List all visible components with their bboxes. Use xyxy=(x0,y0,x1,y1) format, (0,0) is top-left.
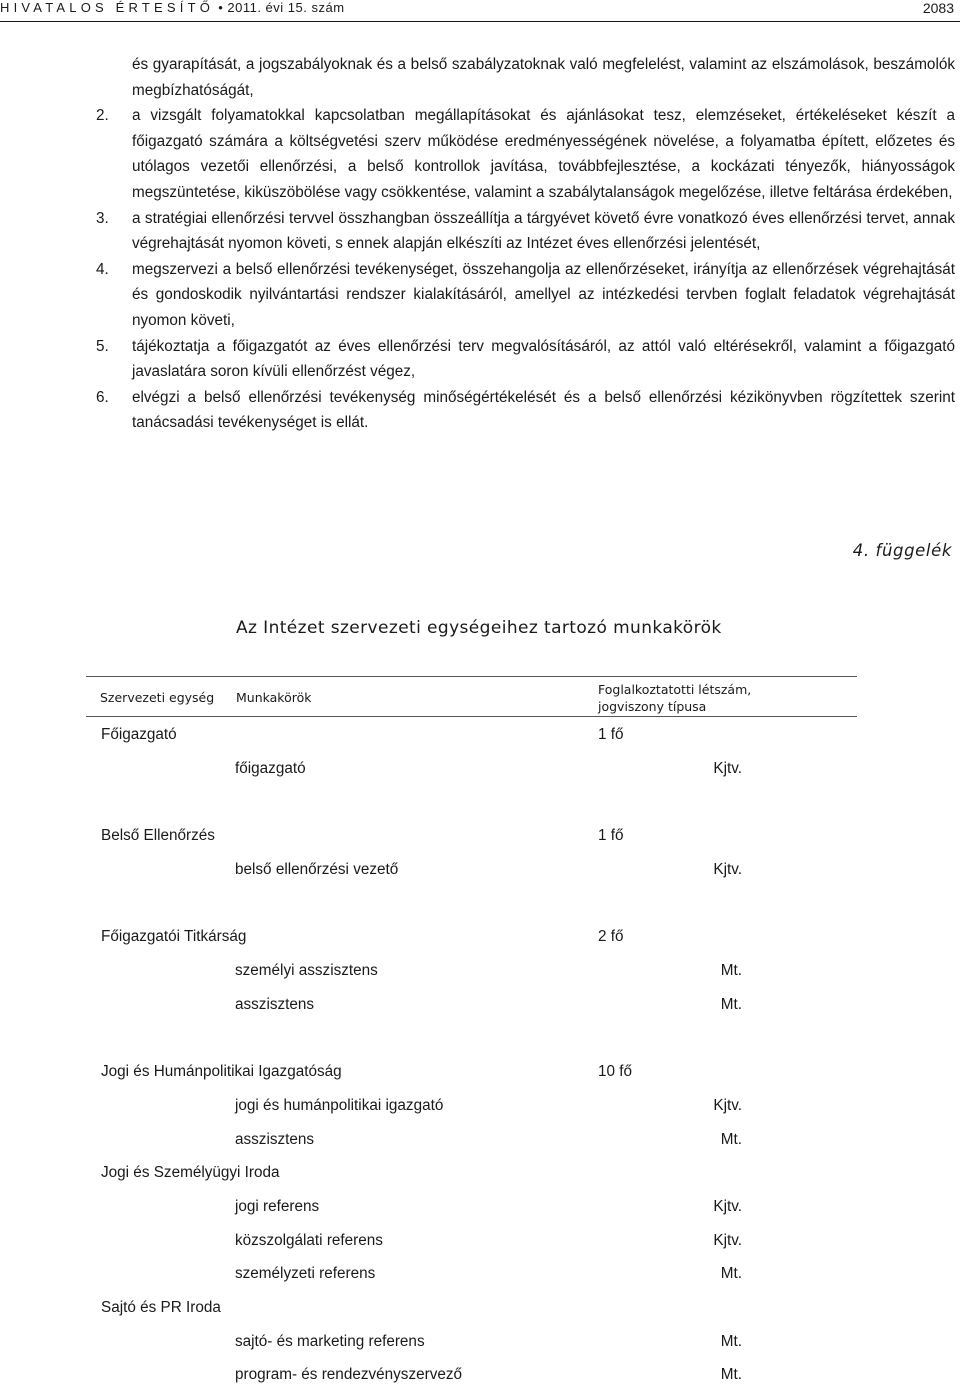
org-unit-name: Főigazgató xyxy=(101,726,177,743)
running-title xyxy=(0,0,345,15)
list-item-text: a vizsgált folyamatokkal kapcsolatban megállapításokat és ajánlásokat tesz, elemzéseket, értékeléseket készít a főigazgató számára a költségvetési szerv működése eredményességének növelése, a folyamatba épített, előzetes és utólagos vezetői ellenőrzési, a belső kontrollok javítása, továbbfejlesztése, a kockázati tényezők, hiányosságok megszüntetése, kiküszöbölése vagy csökkentése, valamint a szabálytalanságok megelőzése, illetve feltárása érdekében, xyxy=(132,107,955,201)
numbered-list xyxy=(0,103,960,436)
list-item-text: elvégzi a belső ellenőrzési tevékenység minőségértékelését és a belső ellenőrzési kézikönyvben rögzítettek szerint tanácsadási tevékenységet is ellát. xyxy=(132,388,955,432)
header-rule xyxy=(0,21,960,22)
list-item xyxy=(0,385,960,436)
staff-count: 2 fő xyxy=(598,928,624,945)
org-unit-name: Jogi és Személyügyi Iroda xyxy=(101,1164,280,1181)
staff-count: 1 fő xyxy=(598,726,624,743)
header-bottom-rule xyxy=(86,716,857,717)
employment-type: Mt. xyxy=(720,1366,742,1383)
issue-label: 2011. évi 15. szám xyxy=(227,0,345,15)
column-header-unit: Szervezeti egység xyxy=(100,690,215,705)
list-item xyxy=(0,334,960,385)
column-header-staff xyxy=(598,681,798,715)
column-header-staff-line1: Foglalkoztatotti létszám, xyxy=(598,682,752,697)
bullet-separator: • xyxy=(218,0,224,15)
employment-type: Mt. xyxy=(720,996,742,1013)
org-unit-name: Jogi és Humánpolitikai Igazgatóság xyxy=(101,1063,342,1080)
employment-type: Mt. xyxy=(720,1333,742,1350)
staff-count: 10 fő xyxy=(598,1063,633,1080)
header-top-rule xyxy=(86,676,857,677)
column-header-role: Munkakörök xyxy=(236,690,312,705)
job-title: asszisztens xyxy=(235,996,315,1013)
running-header xyxy=(0,0,960,22)
employment-type: Kjtv. xyxy=(713,760,742,777)
list-item-text: tájékoztatja a főigazgatót az éves ellenőrzési terv megvalósításáról, az attól való eltérésekről, valamint a főigazgató javaslatára soron kívüli ellenőrzést végez, xyxy=(132,337,955,381)
org-unit-name: Főigazgatói Titkárság xyxy=(101,928,247,945)
continued-paragraph: és gyarapítását, a jogszabályoknak és a belső szabályzatoknak való megfelelést, valamint az elszámolások, beszámolók megbízhatóságát, xyxy=(132,56,955,99)
job-title: személyzeti referens xyxy=(235,1265,376,1282)
appendix-label: 4. függelék xyxy=(852,541,952,560)
job-title: személyi asszisztens xyxy=(235,962,378,979)
staff-count: 1 fő xyxy=(598,827,624,844)
job-title: főigazgató xyxy=(235,760,306,777)
list-item-number: 2. xyxy=(96,107,109,125)
org-unit-name: Sajtó és PR Iroda xyxy=(101,1299,221,1316)
employment-type: Mt. xyxy=(720,1265,742,1282)
org-unit-name: Belső Ellenőrzés xyxy=(101,827,215,844)
employment-type: Kjtv. xyxy=(713,1097,742,1114)
column-header-staff-line2: jogviszony típusa xyxy=(598,699,707,714)
list-item-text: a stratégiai ellenőrzési tervvel összhangban összeállítja a tárgyévet követő évre vonatkozó éves ellenőrzési tervet, annak végrehajtását nyomon követi, s ennek alapján elkészíti az Intézet éves ellenőrzési jelentését, xyxy=(132,209,955,253)
list-item xyxy=(0,206,960,257)
job-title: asszisztens xyxy=(235,1131,315,1148)
journal-title: HIVATALOS ÉRTESÍTŐ xyxy=(0,0,215,15)
job-title: közszolgálati referens xyxy=(235,1232,383,1249)
list-item xyxy=(0,103,960,205)
list-item-number: 5. xyxy=(96,337,109,355)
table-header xyxy=(0,676,960,718)
employment-type: Kjtv. xyxy=(713,1232,742,1249)
employment-type: Mt. xyxy=(720,962,742,979)
body-text xyxy=(0,52,960,436)
list-item-number: 3. xyxy=(96,209,109,227)
list-item-text: megszervezi a belső ellenőrzési tevékenységet, összehangolja az ellenőrzéseket, irányítja az ellenőrzések végrehajtását és gondoskodik nyilvántartási rendszer kialakításáról, amellyel az intézkedési tervben foglalt feladatok végrehajtását nyomon követi, xyxy=(132,260,955,329)
table-title: Az Intézet szervezeti egységeihez tartozó munkakörök xyxy=(236,618,722,638)
job-title: sajtó- és marketing referens xyxy=(235,1333,425,1350)
list-item xyxy=(0,257,960,334)
job-title: jogi és humánpolitikai igazgató xyxy=(235,1097,444,1114)
employment-type: Mt. xyxy=(720,1131,742,1148)
job-title: jogi referens xyxy=(235,1198,320,1215)
employment-type: Kjtv. xyxy=(713,861,742,878)
list-item-number: 6. xyxy=(96,388,109,406)
job-title: program- és rendezvényszervező xyxy=(235,1366,463,1383)
list-item-number: 4. xyxy=(96,260,109,278)
page-number: 2083 xyxy=(922,0,954,16)
job-title: belső ellenőrzési vezető xyxy=(235,861,399,878)
employment-type: Kjtv. xyxy=(713,1198,742,1215)
